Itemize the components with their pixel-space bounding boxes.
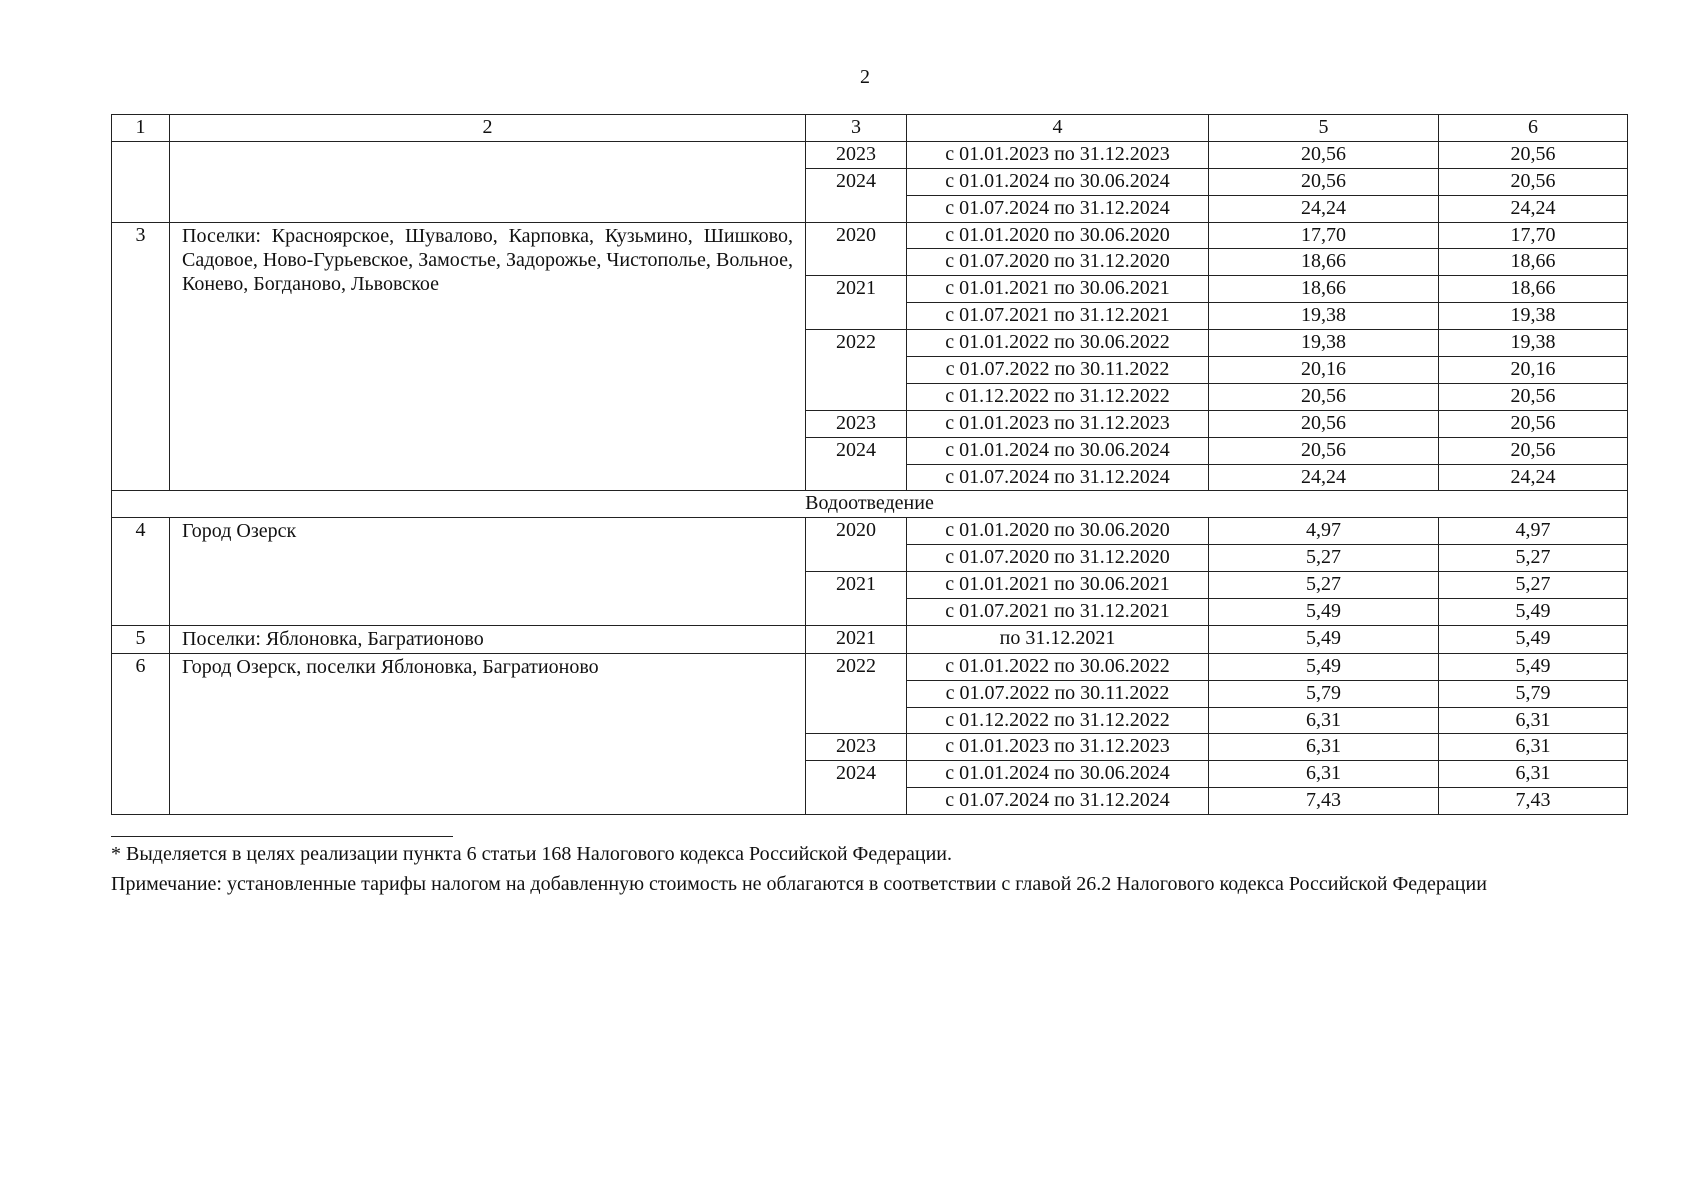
tariff-cell: 6,31 [1439,734,1628,761]
row-number-cell: 3 [112,222,170,491]
row-number-cell: 4 [112,518,170,626]
period-cell: с 01.07.2020 по 31.12.2020 [907,545,1209,572]
tariff-cell: 5,49 [1439,599,1628,626]
tariff-cell: 20,56 [1439,168,1628,195]
year-cell: 2024 [806,168,907,222]
year-cell: 2020 [806,518,907,572]
tariff-cell: 5,27 [1209,545,1439,572]
tariff-cell: 5,27 [1439,572,1628,599]
tariff-cell: 20,16 [1439,357,1628,384]
period-cell: с 01.12.2022 по 31.12.2022 [907,707,1209,734]
tariff-cell: 20,56 [1209,437,1439,464]
tariff-cell: 19,38 [1209,303,1439,330]
tariff-cell: 6,31 [1209,707,1439,734]
column-header: 1 [112,115,170,142]
year-cell: 2021 [806,572,907,626]
tariff-cell: 20,56 [1439,410,1628,437]
locality-cell: Поселки: Яблоновка, Багратионово [170,625,806,653]
tariff-cell: 24,24 [1209,195,1439,222]
locality-cell: Город Озерск [170,518,806,626]
period-cell: с 01.01.2021 по 30.06.2021 [907,572,1209,599]
tariff-cell: 5,79 [1209,680,1439,707]
tariff-cell: 19,38 [1439,330,1628,357]
tariff-cell: 5,27 [1439,545,1628,572]
period-cell: с 01.07.2021 по 31.12.2021 [907,303,1209,330]
row-number-cell: 6 [112,653,170,814]
tariff-cell: 18,66 [1439,276,1628,303]
table-row [112,222,1628,249]
table-row [112,141,1628,168]
tariff-cell: 18,66 [1209,249,1439,276]
tariff-cell: 17,70 [1439,222,1628,249]
tariff-cell: 5,49 [1439,653,1628,680]
period-cell: по 31.12.2021 [907,625,1209,653]
column-header: 2 [170,115,806,142]
year-cell: 2023 [806,410,907,437]
tariff-cell: 7,43 [1439,788,1628,815]
locality-cell: Город Озерск, поселки Яблоновка, Багратионово [170,653,806,814]
tariff-cell: 6,31 [1209,761,1439,788]
period-cell: с 01.12.2022 по 31.12.2022 [907,383,1209,410]
page-number: 2 [860,66,870,88]
tariff-cell: 24,24 [1439,464,1628,491]
period-cell: с 01.07.2024 по 31.12.2024 [907,464,1209,491]
table-row [112,518,1628,545]
table-header-row [112,115,1628,142]
tariff-cell: 19,38 [1209,330,1439,357]
period-cell: с 01.01.2022 по 30.06.2022 [907,653,1209,680]
period-cell: с 01.07.2020 по 31.12.2020 [907,249,1209,276]
tariff-cell: 18,66 [1209,276,1439,303]
period-cell: с 01.07.2021 по 31.12.2021 [907,599,1209,626]
footnote: * Выделяется в целях реализации пункта 6 статьи 168 Налогового кодекса Российской Федерации. [111,843,953,865]
tariff-cell: 20,56 [1209,383,1439,410]
tariff-cell: 7,43 [1209,788,1439,815]
year-cell: 2023 [806,141,907,168]
tariff-cell: 4,97 [1439,518,1628,545]
year-cell: 2020 [806,222,907,276]
tariff-cell: 20,56 [1209,141,1439,168]
year-cell: 2021 [806,625,907,653]
column-header: 5 [1209,115,1439,142]
period-cell: с 01.01.2024 по 30.06.2024 [907,761,1209,788]
year-cell: 2022 [806,653,907,734]
table-row [112,653,1628,680]
tariff-cell: 5,79 [1439,680,1628,707]
period-cell: с 01.01.2024 по 30.06.2024 [907,437,1209,464]
note-paragraph: Примечание: установленные тарифы налогом на добавленную стоимость не облагаются в соответствии с главой 26.2 Налогового кодекса Российской Федерации [111,873,1487,895]
tariff-cell: 6,31 [1439,707,1628,734]
tariff-cell: 20,56 [1209,410,1439,437]
period-cell: с 01.07.2022 по 30.11.2022 [907,357,1209,384]
tariff-cell: 18,66 [1439,249,1628,276]
tariff-cell: 20,56 [1209,168,1439,195]
period-cell: с 01.01.2023 по 31.12.2023 [907,410,1209,437]
section-row [112,491,1628,518]
year-cell: 2024 [806,761,907,815]
year-cell: 2022 [806,330,907,411]
footnote-divider [111,836,453,837]
period-cell: с 01.01.2020 по 30.06.2020 [907,222,1209,249]
tariff-cell: 5,49 [1209,625,1439,653]
tariff-cell: 20,16 [1209,357,1439,384]
period-cell: с 01.01.2024 по 30.06.2024 [907,168,1209,195]
tariff-cell: 6,31 [1439,761,1628,788]
period-cell: с 01.01.2023 по 31.12.2023 [907,734,1209,761]
tariff-cell: 24,24 [1439,195,1628,222]
column-header: 6 [1439,115,1628,142]
year-cell: 2021 [806,276,907,330]
tariff-table [111,114,1628,815]
year-cell: 2024 [806,437,907,491]
period-cell: с 01.07.2024 по 31.12.2024 [907,195,1209,222]
period-cell: с 01.01.2023 по 31.12.2023 [907,141,1209,168]
period-cell: с 01.07.2022 по 30.11.2022 [907,680,1209,707]
column-header: 4 [907,115,1209,142]
tariff-cell: 20,56 [1439,141,1628,168]
tariff-cell: 6,31 [1209,734,1439,761]
row-number-cell: 5 [112,625,170,653]
table-row [112,625,1628,653]
period-cell: с 01.07.2024 по 31.12.2024 [907,788,1209,815]
tariff-cell: 5,49 [1209,599,1439,626]
tariff-cell: 4,97 [1209,518,1439,545]
period-cell: с 01.01.2020 по 30.06.2020 [907,518,1209,545]
locality-cell [170,141,806,222]
section-title: Водоотведение [112,491,1628,518]
tariff-cell: 5,49 [1209,653,1439,680]
row-number-cell [112,141,170,222]
locality-cell: Поселки: Красноярское, Шувалово, Карповка, Кузьмино, Шишково, Садовое, Ново-Гурьевское, Замостье, Задорожье, Чистополье, Вольное, Конево, Богданово, Львовское [170,222,806,491]
tariff-cell: 20,56 [1439,383,1628,410]
tariff-cell: 17,70 [1209,222,1439,249]
tariff-cell: 24,24 [1209,464,1439,491]
column-header: 3 [806,115,907,142]
year-cell: 2023 [806,734,907,761]
tariff-cell: 20,56 [1439,437,1628,464]
tariff-cell: 5,27 [1209,572,1439,599]
tariff-cell: 5,49 [1439,625,1628,653]
period-cell: с 01.01.2021 по 30.06.2021 [907,276,1209,303]
tariff-cell: 19,38 [1439,303,1628,330]
period-cell: с 01.01.2022 по 30.06.2022 [907,330,1209,357]
